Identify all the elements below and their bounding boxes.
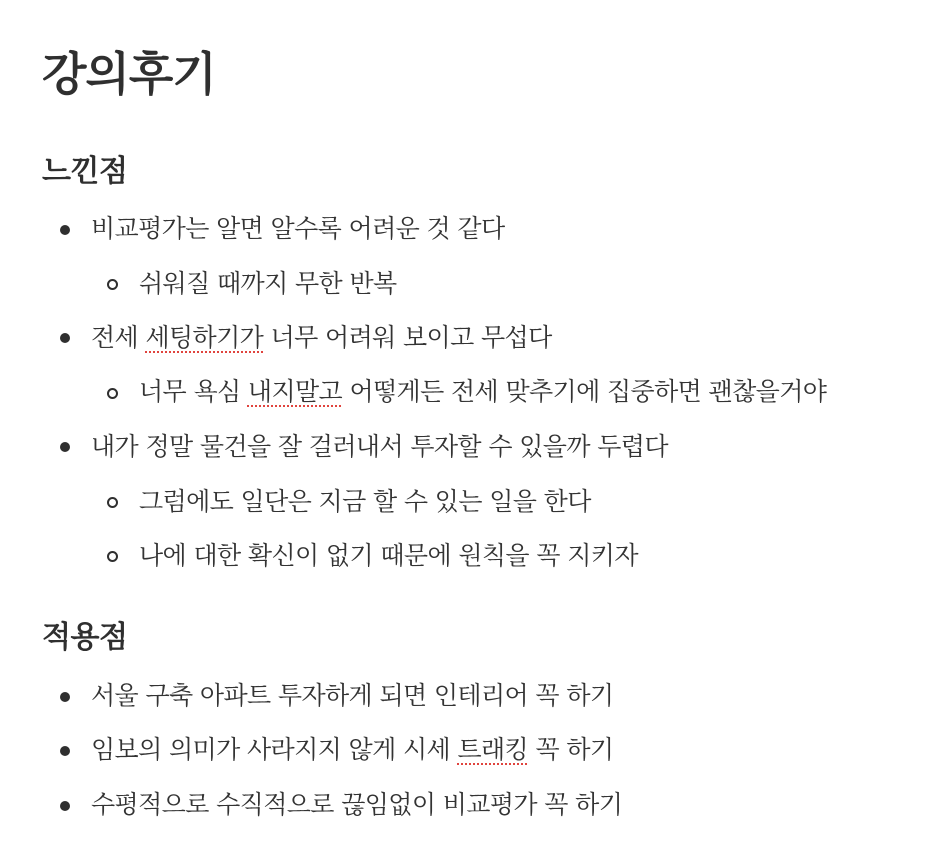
spellcheck-word[interactable]: 트래킹 bbox=[457, 735, 529, 764]
list-item-text: 너무 욕심 내지말고 어떻게든 전세 맞추기에 집중하면 괜찮을거야 bbox=[139, 377, 827, 406]
hollow-bullet-icon bbox=[107, 497, 118, 508]
bullet-icon bbox=[60, 442, 70, 452]
bullet-icon bbox=[60, 333, 70, 343]
list-item-text: 서울 구축 아파트 투자하게 되면 인테리어 꼭 하기 bbox=[91, 681, 614, 710]
section-heading-feelings: 느낀점 bbox=[42, 154, 128, 189]
bullet-icon bbox=[60, 225, 70, 235]
spellcheck-word[interactable]: 내지말고 bbox=[247, 377, 343, 406]
hollow-bullet-icon bbox=[107, 388, 118, 399]
bullet-icon bbox=[60, 801, 70, 811]
hollow-bullet-icon bbox=[107, 279, 118, 290]
list-item-text: 그럼에도 일단은 지금 할 수 있는 일을 한다 bbox=[139, 487, 591, 516]
bullet-icon bbox=[60, 692, 70, 702]
spellcheck-word[interactable]: 세팅하기가 bbox=[145, 323, 264, 352]
list-item-text: 전세 세팅하기가 너무 어려워 보이고 무섭다 bbox=[91, 323, 552, 352]
list-item-text: 내가 정말 물건을 잘 걸러내서 투자할 수 있을까 두렵다 bbox=[91, 432, 668, 461]
list-item-text: 나에 대한 확신이 없기 때문에 원칙을 꼭 지키자 bbox=[139, 541, 638, 570]
page-title: 강의후기 bbox=[42, 47, 216, 101]
list-item-text: 수평적으로 수직적으로 끊임없이 비교평가 꼭 하기 bbox=[91, 790, 623, 819]
list-item-text: 임보의 의미가 사라지지 않게 시세 트래킹 꼭 하기 bbox=[91, 735, 614, 764]
list-item-text: 쉬워질 때까지 무한 반복 bbox=[139, 269, 397, 298]
hollow-bullet-icon bbox=[107, 551, 118, 562]
section-heading-applications: 적용점 bbox=[42, 620, 128, 655]
bullet-icon bbox=[60, 746, 70, 756]
list-item-text: 비교평가는 알면 알수록 어려운 것 같다 bbox=[91, 214, 505, 243]
